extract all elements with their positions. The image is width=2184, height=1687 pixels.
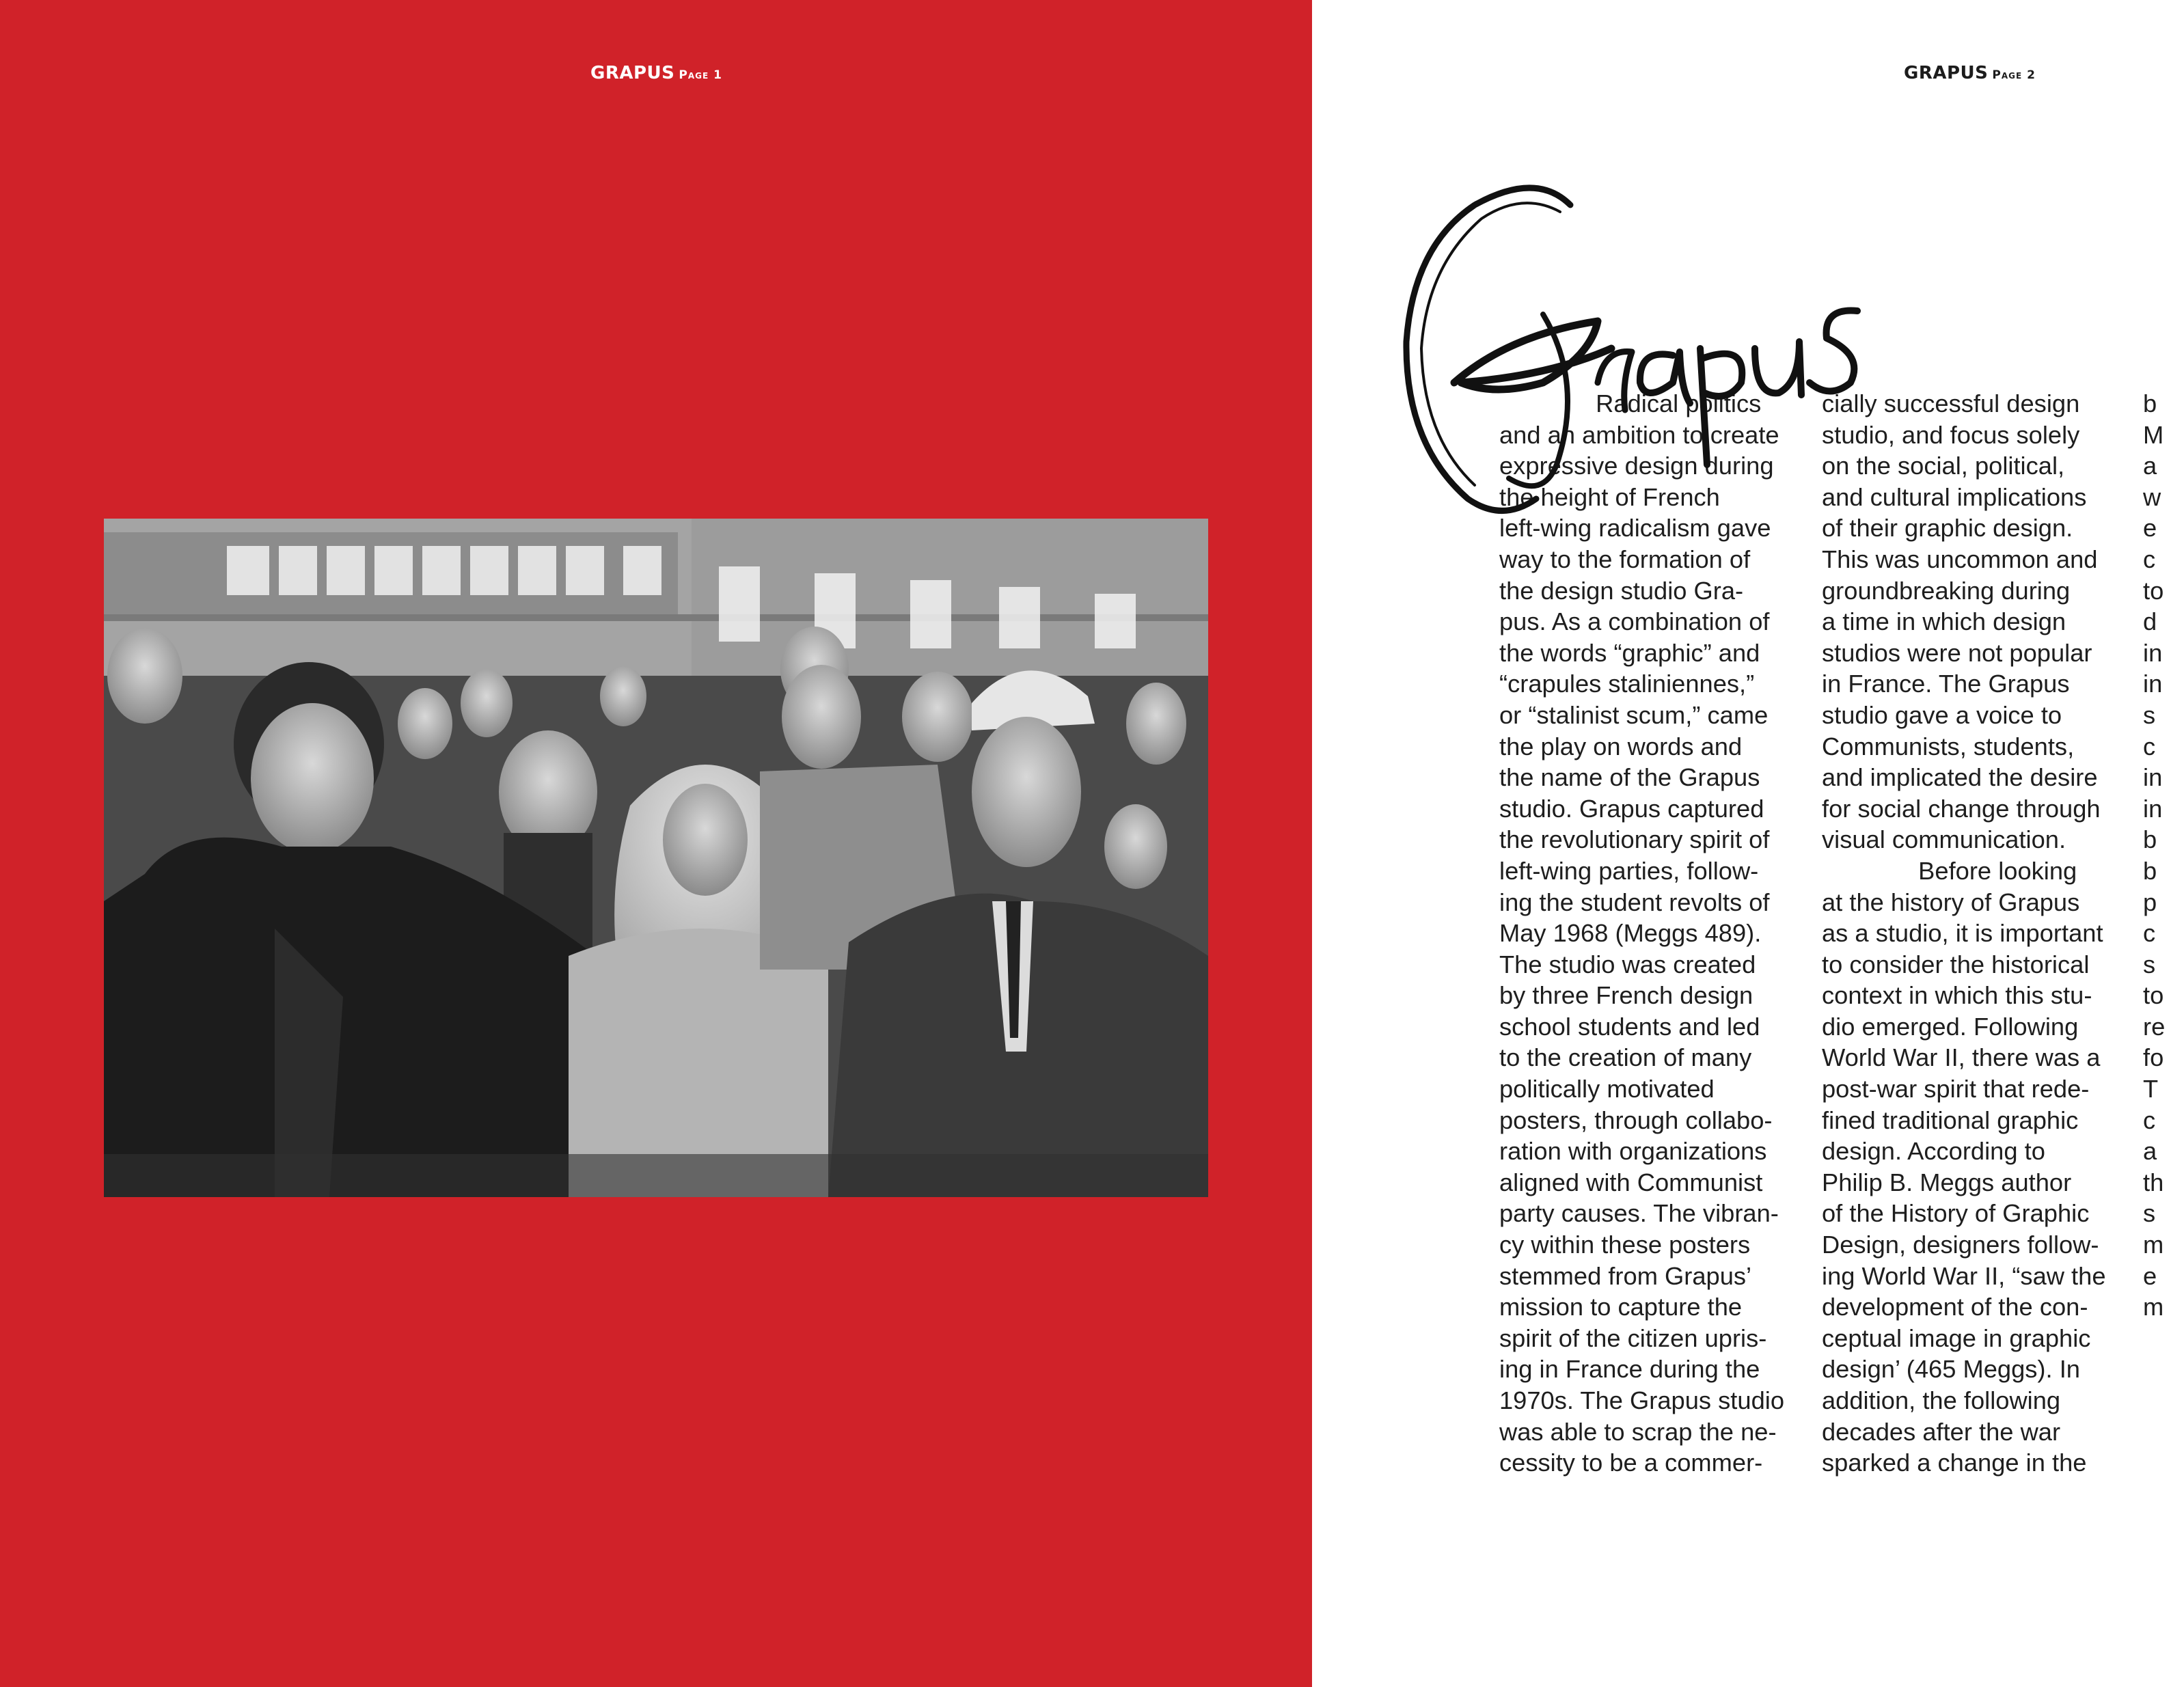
text-line: sparked a change in the bbox=[1822, 1449, 2087, 1477]
text-line: b bbox=[2143, 825, 2157, 854]
text-line: decades after the war bbox=[1822, 1417, 2061, 1446]
text-line: the play on words and bbox=[1499, 732, 1743, 760]
header-title: GRAPUS bbox=[590, 63, 675, 83]
text-line: Design, designers follow- bbox=[1822, 1231, 2099, 1259]
text-line: s bbox=[2143, 700, 2156, 729]
text-line: to the creation of many bbox=[1499, 1043, 1752, 1072]
text-line: cessity to be a commer- bbox=[1499, 1449, 1763, 1477]
text-line: as a studio, it is important bbox=[1822, 919, 2103, 948]
text-line: and implicated the desire bbox=[1822, 763, 2098, 792]
text-line: at the history of Grapus bbox=[1822, 888, 2080, 916]
text-line: p bbox=[2143, 888, 2157, 916]
text-line: to bbox=[2143, 576, 2164, 605]
text-line: a bbox=[2143, 1137, 2157, 1166]
page-number: Page 1 bbox=[679, 68, 722, 82]
right-page bbox=[1312, 0, 2166, 1687]
text-line: for social change through bbox=[1822, 794, 2101, 823]
text-line: b bbox=[2143, 856, 2157, 885]
text-line: re bbox=[2143, 1012, 2166, 1041]
text-line: in bbox=[2143, 794, 2163, 823]
text-line: or “stalinist scum,” came bbox=[1499, 700, 1769, 729]
text-line: in France. The Grapus bbox=[1822, 670, 2070, 698]
text-line: left-wing parties, follow- bbox=[1499, 856, 1759, 885]
text-line: of their graphic design. bbox=[1822, 514, 2073, 543]
text-line: e bbox=[2143, 514, 2157, 543]
text-line: c bbox=[2143, 1106, 2156, 1134]
text-line: expressive design during bbox=[1499, 452, 1774, 480]
text-line: c bbox=[2143, 732, 2156, 760]
article-column-2 bbox=[1822, 388, 2122, 1479]
text-line: pus. As a combination of bbox=[1499, 607, 1770, 636]
text-line: a bbox=[2143, 452, 2157, 480]
text-line: m bbox=[2143, 1293, 2164, 1321]
text-line: left-wing radicalism gave bbox=[1499, 514, 1771, 543]
text-line: w bbox=[2143, 482, 2161, 511]
text-line: fined traditional graphic bbox=[1822, 1106, 2079, 1134]
text-line: visual communication. bbox=[1822, 825, 2066, 854]
header-title: GRAPUS bbox=[1904, 63, 1989, 83]
text-line: May 1968 (Meggs 489). bbox=[1499, 919, 1762, 948]
text-line: fo bbox=[2143, 1043, 2164, 1072]
text-line: Communists, students, bbox=[1822, 732, 2075, 760]
text-line: on the social, political, bbox=[1822, 452, 2065, 480]
text-line: development of the con- bbox=[1822, 1293, 2088, 1321]
text-line: in bbox=[2143, 670, 2163, 698]
article-column-3-partial bbox=[2143, 388, 2184, 1323]
text-line: the design studio Gra- bbox=[1499, 576, 1744, 605]
text-line: the height of French bbox=[1499, 482, 1720, 511]
text-line: the words “graphic” and bbox=[1499, 638, 1760, 667]
text-line: ing World War II, “saw the bbox=[1822, 1261, 2106, 1290]
protest-photo-icon bbox=[104, 519, 1208, 1197]
text-line: World War II, there was a bbox=[1822, 1043, 2101, 1072]
text-line: ing in France during the bbox=[1499, 1355, 1760, 1384]
text-line: This was uncommon and bbox=[1822, 545, 2098, 573]
text-line: design’ (465 Meggs). In bbox=[1822, 1355, 2080, 1384]
text-line: the revolutionary spirit of bbox=[1499, 825, 1770, 854]
running-head bbox=[1904, 63, 2036, 83]
text-line: ration with organizations bbox=[1499, 1137, 1767, 1166]
text-line: m bbox=[2143, 1231, 2164, 1259]
text-line: the name of the Grapus bbox=[1499, 763, 1760, 792]
text-line: post-war spirit that rede- bbox=[1822, 1075, 2090, 1103]
text-line: e bbox=[2143, 1261, 2157, 1290]
text-line: mission to capture the bbox=[1499, 1293, 1743, 1321]
text-line: cy within these posters bbox=[1499, 1231, 1751, 1259]
text-line: studios were not popular bbox=[1822, 638, 2092, 667]
protest-photo bbox=[104, 519, 1208, 1197]
text-line: ing the student revolts of bbox=[1499, 888, 1770, 916]
text-line: way to the formation of bbox=[1499, 545, 1751, 573]
text-line: M bbox=[2143, 420, 2164, 449]
text-line: context in which this stu- bbox=[1822, 981, 2092, 1010]
text-line: T bbox=[2143, 1075, 2159, 1103]
text-line: spirit of the citizen upris- bbox=[1499, 1323, 1767, 1352]
text-line: studio, and focus solely bbox=[1822, 420, 2080, 449]
text-line: studio gave a voice to bbox=[1822, 700, 2062, 729]
text-line: design. According to bbox=[1822, 1137, 2045, 1166]
text-line: d bbox=[2143, 607, 2157, 636]
text-line: Philip B. Meggs author bbox=[1822, 1168, 2072, 1196]
text-line: th bbox=[2143, 1168, 2164, 1196]
text-line: a time in which design bbox=[1822, 607, 2066, 636]
text-line: s bbox=[2143, 950, 2156, 978]
text-line: to bbox=[2143, 981, 2164, 1010]
text-line: dio emerged. Following bbox=[1822, 1012, 2079, 1041]
text-line: was able to scrap the ne- bbox=[1499, 1417, 1777, 1446]
text-line: Radical politics bbox=[1499, 389, 1762, 417]
text-line: The studio was created bbox=[1499, 950, 1756, 978]
text-line: posters, through collabo- bbox=[1499, 1106, 1773, 1134]
text-line: by three French design bbox=[1499, 981, 1753, 1010]
text-line: school students and led bbox=[1499, 1012, 1760, 1041]
text-line: “crapules staliniennes,” bbox=[1499, 670, 1755, 698]
text-line: studio. Grapus captured bbox=[1499, 794, 1764, 823]
running-head bbox=[590, 63, 722, 83]
text-line: 1970s. The Grapus studio bbox=[1499, 1386, 1785, 1414]
text-line: s bbox=[2143, 1199, 2156, 1228]
text-line: aligned with Communist bbox=[1499, 1168, 1763, 1196]
text-line: in bbox=[2143, 638, 2163, 667]
text-line: groundbreaking during bbox=[1822, 576, 2071, 605]
article-column-1 bbox=[1499, 388, 1800, 1479]
text-line: of the History of Graphic bbox=[1822, 1199, 2090, 1228]
text-line: b bbox=[2143, 389, 2157, 417]
page-number: Page 2 bbox=[1992, 68, 2036, 82]
text-line: c bbox=[2143, 545, 2156, 573]
text-line: to consider the historical bbox=[1822, 950, 2090, 978]
text-line: c bbox=[2143, 919, 2156, 948]
text-line: Before looking bbox=[1822, 856, 2077, 885]
text-line: stemmed from Grapus’ bbox=[1499, 1261, 1752, 1290]
text-line: in bbox=[2143, 763, 2163, 792]
text-line: and cultural implications bbox=[1822, 482, 2087, 511]
text-line: and an ambition to create bbox=[1499, 420, 1779, 449]
text-line: addition, the following bbox=[1822, 1386, 2061, 1414]
text-line: party causes. The vibran- bbox=[1499, 1199, 1779, 1228]
text-line: cially successful design bbox=[1822, 389, 2080, 417]
text-line: ceptual image in graphic bbox=[1822, 1323, 2091, 1352]
text-line: politically motivated bbox=[1499, 1075, 1715, 1103]
